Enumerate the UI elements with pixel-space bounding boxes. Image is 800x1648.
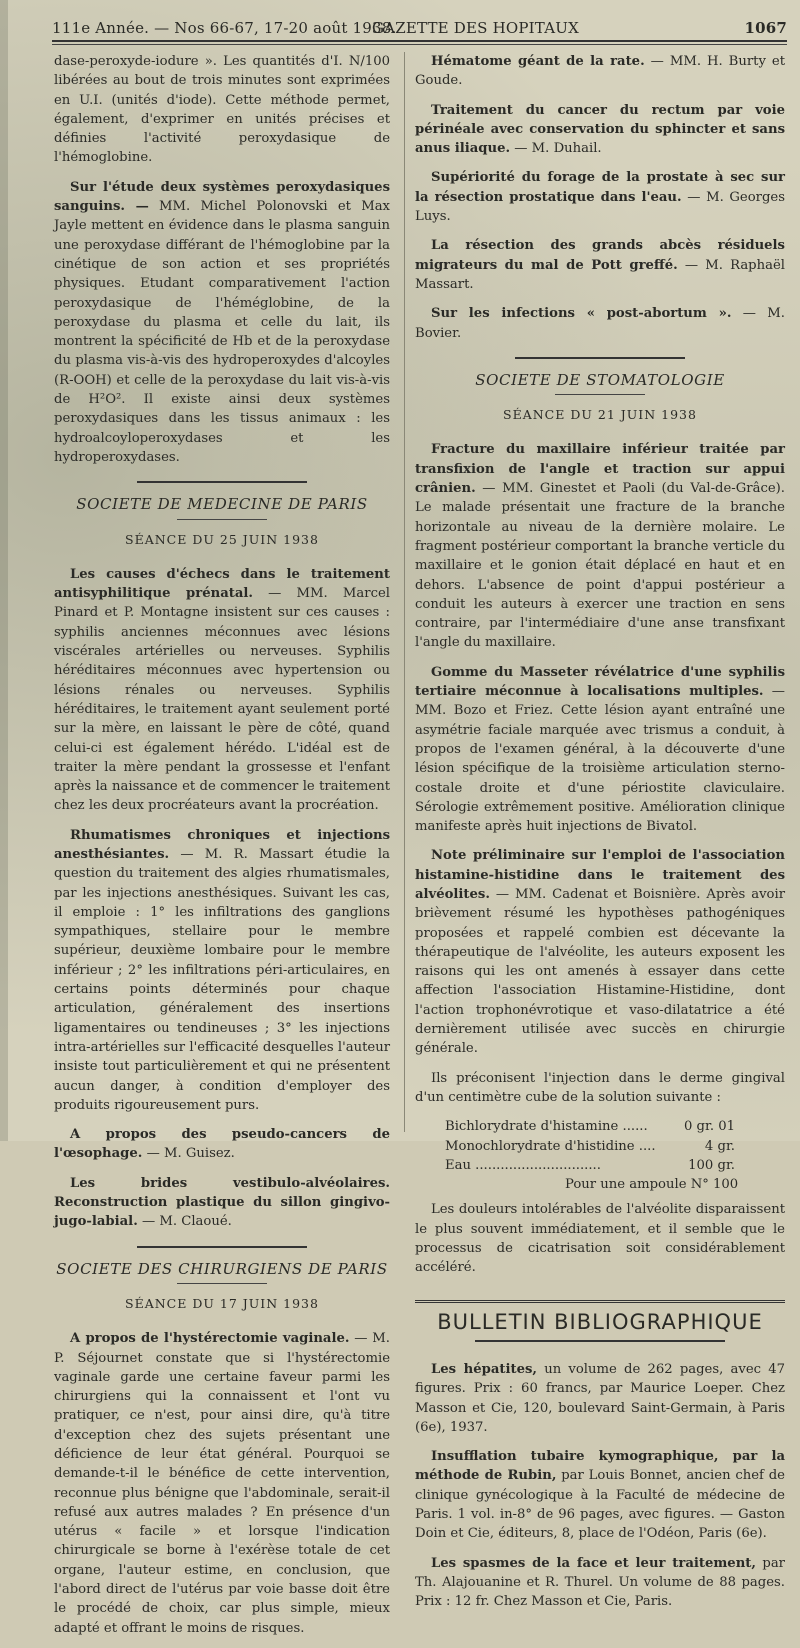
book-details: par Louis Bonnet, ancien chef de clinique gynécologique à la Faculté de médecine de Paris. 1 vol. in-8° de 96 pages, avec figures. — Gaston Doin et Cie, éditeurs, 8, place de l'Odéon, Paris (6e). <box>415 1468 785 1542</box>
book-insufflation <box>415 1447 785 1543</box>
article-body: — MM. Marcel Pinard et P. Montagne insistent sur ces causes : syphilis anciennes méconnues avec lésions viscérales artérielles ou nerveuses. Syphilis héréditaires méconnues avec hypertension ou lésions rénales ou nerveuses. Syphilis héréditaires, le traitement ayant seulement porté sur la mère, en laissant le père de côté, quand celui-ci est également hérédo. L'idéal est de traiter la mère pendant la grossesse et l'enfant après la naissance et de commencer le traitement chez les deux procréateurs avant la procréation. <box>54 586 390 814</box>
article-body: — MM. Ginestet et Paoli (du Val-de-Grâce). Le malade présentait une fracture de la branche horizontale au niveau de la dernière molaire. Le fragment postérieur comportant la branche verticle du maxillaire et le gonion était déplacé en haut et en dehors. L'absence de point d'appui postérieur a conduit les auteurs à exercer une traction en sens contraire, par l'intermédiaire d'une anse transfixant l'angle du maxillaire. <box>415 481 785 651</box>
running-header <box>52 16 787 42</box>
journal-title: GAZETTE DES HOPITAUX <box>372 19 579 37</box>
article-title: Fracture du maxillaire inférieur traitée par transfixion de l'angle et traction sur appui crânien. <box>415 442 785 497</box>
paragraph-douleurs: Les douleurs intolérables de l'alvéolite disparaissent le plus souvent immédiatement, et il semble que le processus de cicatrisation soit considérablement accéléré. <box>415 1202 785 1276</box>
short-rule <box>177 519 267 520</box>
book-title: Les hépatites, <box>431 1361 538 1377</box>
recipe-row <box>445 1137 735 1156</box>
article-body: — MM. H. Burty et Goude. <box>415 54 785 89</box>
article-histamine <box>415 846 785 1058</box>
article-fracture <box>415 440 785 652</box>
header-rule <box>52 40 787 42</box>
society-heading: SOCIETE DE STOMATOLOGIE <box>475 370 725 389</box>
header-rule-thin <box>52 44 787 45</box>
intro-paragraph: dase-peroxyde-iodure ». Les quantités d'I. N/100 libérées au bout de trois minutes sont exprimées en U.I. (unités d'iode). Cette méthode permet, également, d'exprimer en unités précises et définies l'activité peroxydasique de l'hémoglobine. <box>54 54 390 166</box>
page-number: 1067 <box>744 19 787 37</box>
article-body: — M. Claoué. <box>137 1214 232 1230</box>
article-syphilis <box>54 565 390 816</box>
article-rhumatismes <box>54 826 390 1115</box>
column-divider <box>404 52 405 1132</box>
recipe-row <box>445 1117 735 1136</box>
article-body: — M. Georges Luys. <box>415 189 785 225</box>
scan-shadow <box>0 0 8 1141</box>
article-prostate <box>415 168 785 226</box>
book-spasmes <box>415 1554 785 1612</box>
seance-date: SÉANCE DU 21 JUIN 1938 <box>503 407 697 423</box>
article-title: La résection des grands abcès résiduels migrateurs du mal de Pott greffé. <box>415 238 785 273</box>
society-heading: SOCIETE DES CHIRURGIENS DE PARIS <box>56 1259 388 1278</box>
recipe-quantity: 0 gr. 01 <box>683 1119 735 1135</box>
article-title: Les causes d'échecs dans le traitement antisyphilitique prénatal. <box>54 566 390 602</box>
recipe-ingredient: Monochlorydrate d'histidine .... <box>445 1138 656 1154</box>
article-body: — M. Duhail. <box>510 141 602 157</box>
recipe-row <box>445 1156 735 1175</box>
paragraph-injection: Ils préconisent l'injection dans le derme gingival d'un centimètre cube de la solution suivante : <box>415 1070 785 1105</box>
right-column <box>415 52 785 1621</box>
seance-date: SÉANCE DU 25 JUIN 1938 <box>125 531 319 547</box>
section-rule <box>515 357 685 359</box>
recipe-quantity: 4 gr. <box>704 1138 735 1154</box>
bulletin-heading: BULLETIN BIBLIOGRAPHIQUE <box>437 1309 763 1334</box>
article-title: A propos de l'hystérectomie vaginale. <box>70 1331 350 1347</box>
article-body: — M. P. Séjournet constate que si l'hystérectomie vaginale garde une certaine faveur parmi les chirurgiens qui la connaissent et l'ont vu pratiquer, ce n'est, pour ainsi dire, qu'à titre d'exception chez des sujets présentant une déficience de leur état général. Pourquoi se demande-t-il le bénéfice de cette intervention, reconnue plus bénigne que l'abdominale, serait-il refusé aux autres malades ? En présence d'un utérus « facile » et lorsque l'indication chirurgicale se borne à l'exérèse totale de cet organe, l'auteur estime, en conclusion, que l'abord direct de l'utérus par voie basse doit être le procédé de choix, car plus simple, mieux adapté et offrant le moins de risques. <box>54 1331 390 1636</box>
book-hepatites <box>415 1360 785 1437</box>
society-heading: SOCIETE DE MEDECINE DE PARIS <box>76 495 368 514</box>
article-body: — M. R. Massart étudie la question du traitement des algies rhumatismales, par les injections anesthésiques. Suivant les cas, il emploie : 1° les infiltrations des ganglions sympathiques, stellaire pour le membre supérieur, deuxième lombaire pour le membre inférieur ; 2° les infiltrations péri-articulaires, en certains points déterminés pour chaque articulation, généralement des insertions ligamentaires ou tendineuses ; 3° les injections intra-artérielles sur l'efficacité desquelles l'auteur insiste tout particulièrement et qui ne présentent aucun danger, à condition d'employer des produits rigoureusement purs. <box>54 846 390 1113</box>
short-rule <box>555 394 645 395</box>
bulletin-rule <box>415 1300 785 1303</box>
bulletin-rule <box>475 1340 725 1342</box>
article-oesophage <box>54 1125 390 1164</box>
issue-info: 111e Année. — Nos 66-67, 17-20 août 1938. <box>52 19 397 37</box>
recipe-ingredient: Bichlorydrate d'histamine ...... <box>445 1119 648 1135</box>
article-body: — M. Guisez. <box>142 1146 235 1162</box>
article-hysterectomie <box>54 1329 390 1638</box>
article-gomme <box>415 663 785 837</box>
article-title: Hématome géant de la rate. <box>431 54 645 69</box>
article-title: Sur l'étude deux systèmes peroxydasiques sanguins. — <box>54 179 390 215</box>
book-details: par Th. Alajouanine et R. Thurel. Un volume de 88 pages. Prix : 12 fr. Chez Masson et Cie, Paris. <box>415 1555 785 1610</box>
book-title: Insufflation tubaire kymographique, par la méthode de Rubin, <box>415 1449 785 1484</box>
left-column <box>54 52 390 1648</box>
article-title: A propos des pseudo-cancers de l'œsophage. <box>54 1127 390 1162</box>
article-body: — M. Raphaël Massart. <box>415 257 785 292</box>
article-title: Sur les infections « post-abortum ». <box>431 306 732 322</box>
article-rectum <box>415 101 785 159</box>
article-title: Supériorité du forage de la prostate à sec sur la résection prostatique dans l'eau. <box>415 170 785 205</box>
article-title: Note préliminaire sur l'emploi de l'association histamine-histidine dans le traitement des alvéolites. <box>415 848 785 902</box>
recipe-footnote: Pour une ampoule N° 100 <box>565 1177 739 1193</box>
article-title: Les brides vestibulo-alvéolaires. Reconstruction plastique du sillon gingivo-jugo-labial. <box>54 1175 390 1230</box>
recipe-ingredient: Eau .............................. <box>445 1157 601 1173</box>
article-title: Traitement du cancer du rectum par voie périnéale avec conservation du sphincter et sans anus iliaque. <box>415 102 785 157</box>
article-body: — M. Bovier. <box>415 306 785 341</box>
article-title: Rhumatismes chroniques et injections anesthésiantes. <box>54 827 390 862</box>
article-body: MM. Michel Polonovski et Max Jayle mettent en évidence dans le plasma sanguin une peroxydase différant de l'hémoglobine par la cinétique de son action et ses propriétés physiques. Etudant comparativement l'action peroxydasique de l'héméglobine, de la peroxydase du plasma et celle du lait, ils montrent la spécificité de Hb et de la peroxydase du plasma vis-à-vis des hydroperoxydes d'alcoyles (R-OOH) et celle de la peroxydase du lait vis-à-vis de H²O². Il existe ainsi deux systèmes peroxydasiques dans les tissus animaux : les hydroalcoyloperoxydases et les hydroperoxydases. <box>54 199 390 465</box>
seance-date: SÉANCE DU 17 JUIN 1938 <box>125 1295 319 1311</box>
bulletin-section <box>415 1300 785 1342</box>
recipe-quantity: 100 gr. <box>688 1157 735 1173</box>
article-body: — MM. Bozo et Friez. Cette lésion ayant entraîné une asymétrie faciale marquée avec trismus a conduit, à propos de l'examen général, à la découverte d'une lésion spécifique de la troisième articulation sterno-costale droite et d'une périostite claviculaire. Sérologie extrêmement positive. Amélioration clinique manifeste après huit injections de Bivatol. <box>415 684 785 835</box>
short-rule <box>177 1283 267 1284</box>
article-title: Gomme du Masseter révélatrice d'une syphilis tertiaire méconnue à localisations multiples. <box>415 664 785 700</box>
section-rule <box>137 1246 307 1248</box>
book-details: un volume de 262 pages, avec 47 figures. Prix : 60 francs, par Maurice Loeper. Chez Masson et Cie, 120, boulevard Saint-Germain, à Paris (6e), 1937. <box>415 1361 785 1435</box>
article-post-abortum <box>415 304 785 343</box>
book-title: Les spasmes de la face et leur traitement, <box>431 1555 756 1571</box>
article-peroxydase <box>54 178 390 467</box>
article-pott <box>415 236 785 294</box>
article-hematome <box>415 52 785 91</box>
article-brides <box>54 1174 390 1232</box>
section-rule <box>137 481 307 483</box>
recipe-list <box>445 1117 785 1194</box>
article-body: — MM. Cadenat et Boisnière. Après avoir brièvement résumé les hypothèses pathogéniques proposées et rappelé combien est décevante la thérapeutique de l'alvéolite, les auteurs exposent les raisons qui les ont amenés à essayer dans cette affection l'association Histamine-Histidine, dont l'action trophonévrotique et vaso-dilatatrice a été dernièrement utilisée avec succès en chirurgie générale. <box>415 886 785 1057</box>
